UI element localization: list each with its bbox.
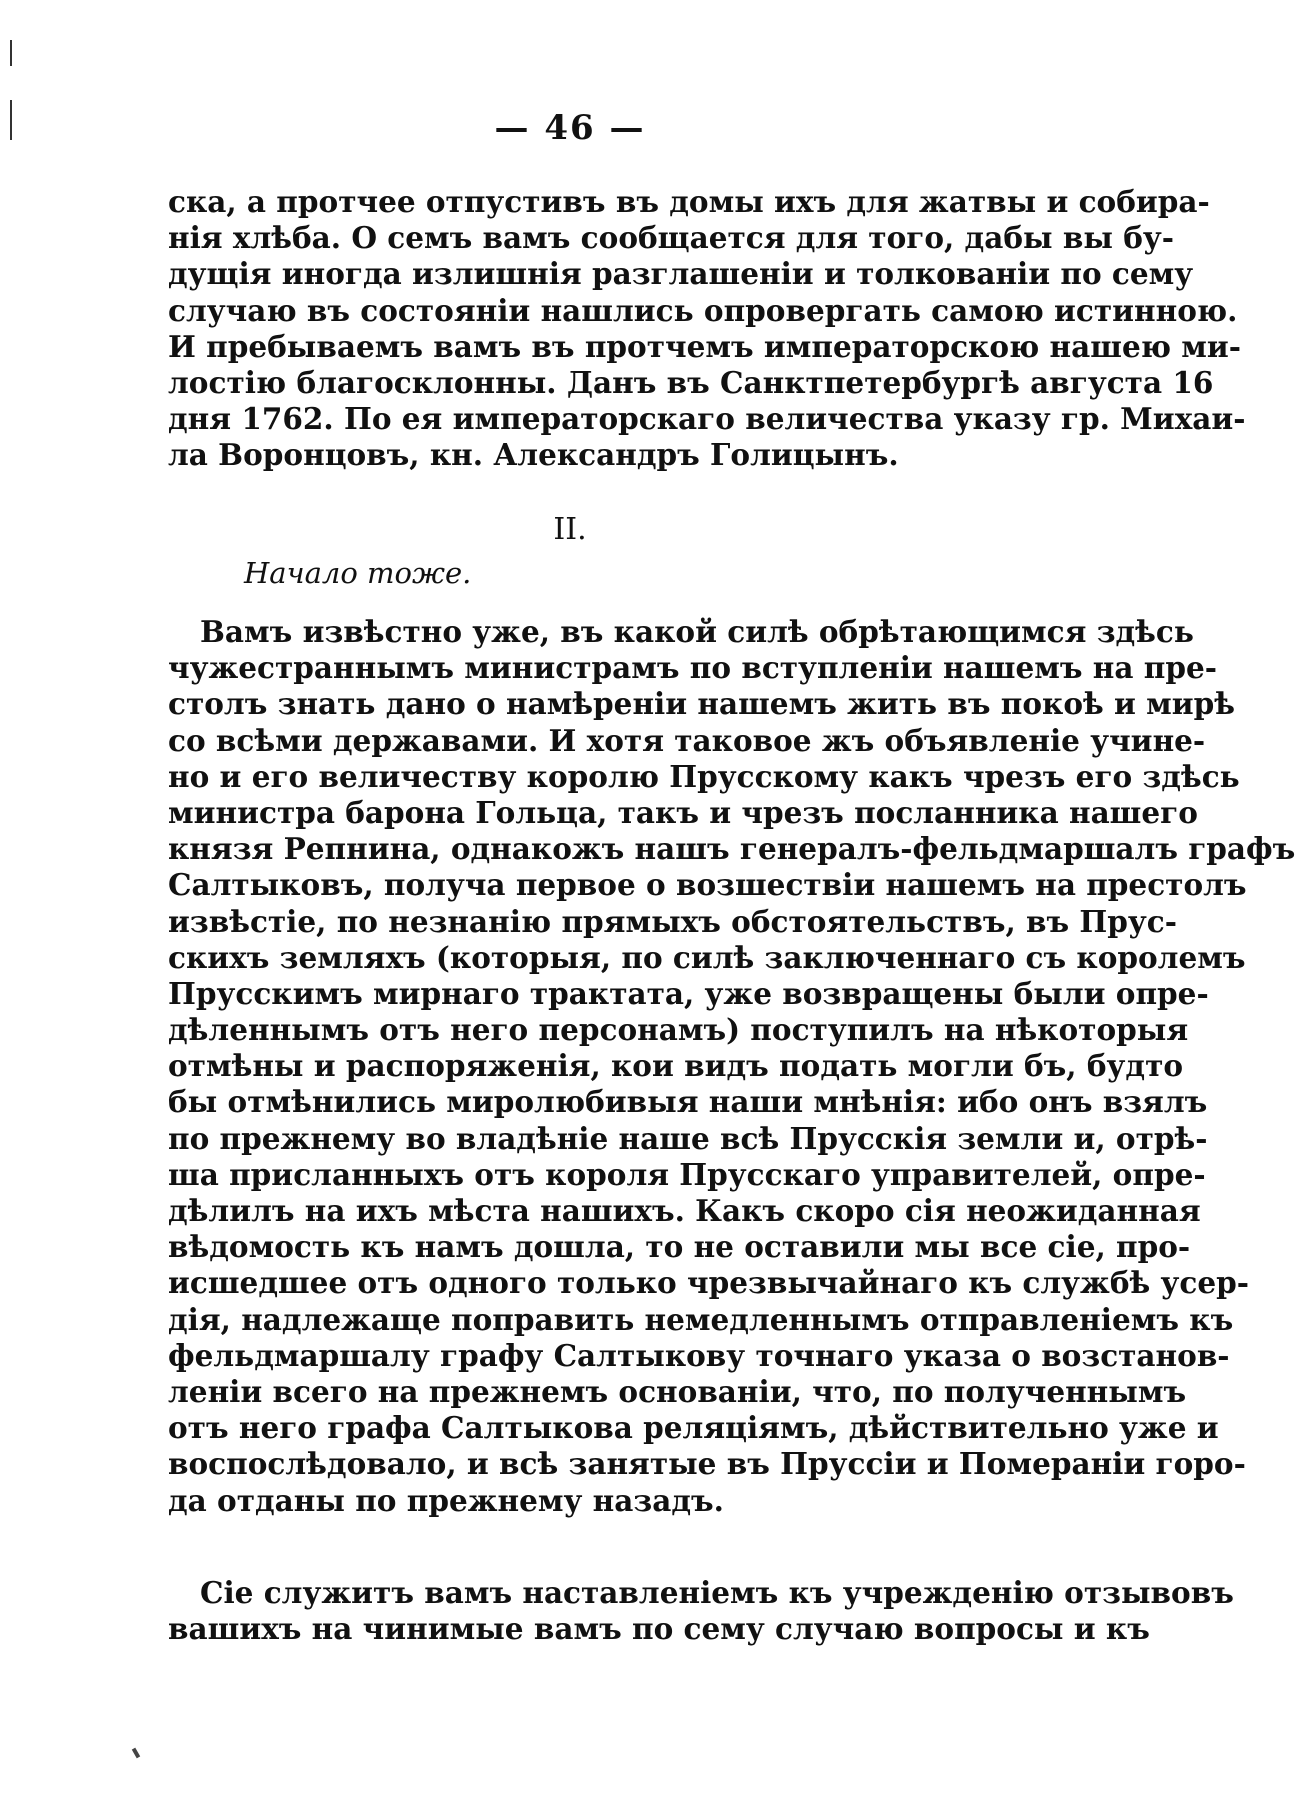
text-line: бы отмѣнились миролюбивыя наши мнѣнія: ибо онъ взялъ: [168, 1084, 1208, 1120]
text-line: случаю въ состояніи нашлись опровергать самою истинною.: [168, 292, 1238, 328]
text-line: ла Воронцовъ, кн. Александръ Голицынъ.: [168, 437, 899, 473]
ink-speck: [132, 1748, 140, 1759]
text-line: ша присланныхъ отъ короля Прусскаго управителей, опре-: [168, 1156, 1206, 1192]
text-line: отмѣны и распоряженія, кои видъ подать могли бъ, будто: [168, 1048, 1184, 1084]
text-line: отъ него графа Салтыкова реляціямъ, дѣйствительно уже и: [168, 1410, 1219, 1446]
text-line: Вамъ извѣстно уже, въ какой силѣ обрѣтающимся здѣсь: [200, 614, 1194, 649]
text-line: вашихъ на чинимые вамъ по сему случаю вопросы и къ: [168, 1611, 1150, 1647]
paragraph-continuation: [168, 184, 1246, 474]
text-line: вѣдомость къ намъ дошла, то не оставили мы все сіе, про-: [168, 1229, 1191, 1265]
text-line: министра барона Гольца, такъ и чрезъ посланника нашего: [168, 794, 1198, 830]
text-line: ска, а протчее отпустивъ въ домы ихъ для жатвы и собира-: [168, 184, 1210, 219]
text-line: воспослѣдовало, и всѣ занятые въ Пруссіи и Помераніи горо-: [168, 1446, 1246, 1482]
paragraph-final: [168, 1575, 1234, 1647]
text-line: по прежнему во владѣніе наше всѣ Прусскія земли и, отрѣ-: [168, 1120, 1208, 1156]
text-line: лостію благосклонны. Данъ въ Санктпетербургѣ августа 16: [168, 364, 1214, 400]
text-line: Салтыковъ, получа первое о возшествіи нашемъ на престолъ: [168, 867, 1247, 903]
text-line: чужестраннымъ министрамъ по вступленіи нашемъ на пре-: [168, 650, 1217, 686]
text-line: фельдмаршалу графу Салтыкову точнаго указа о возстанов-: [168, 1337, 1230, 1373]
page-number: — 46 —: [494, 108, 646, 148]
text-line: дня 1762. По ея императорскаго величества указу гр. Михаи-: [168, 401, 1246, 437]
text-line: Сіе служитъ вамъ наставленіемъ къ учрежденію отзывовъ: [200, 1575, 1234, 1610]
text-line: дія, надлежаще поправить немедленнымъ отправленіемъ къ: [168, 1301, 1234, 1337]
text-line: леніи всего на прежнемъ основаніи, что, по полученнымъ: [168, 1373, 1187, 1409]
text-line: исшедшее отъ одного только чрезвычайнаго къ службѣ усер-: [168, 1265, 1250, 1301]
text-line: князя Репнина, однакожъ нашъ генералъ-фельдмаршалъ графъ: [168, 831, 1295, 867]
text-line: скихъ земляхъ (которыя, по силѣ заключеннаго съ королемъ: [168, 939, 1246, 975]
binding-edge-mark: [10, 40, 12, 66]
text-line: дущія иногда излишнія разглашеніи и толкованіи по сему: [168, 256, 1194, 292]
section-heading: II.: [553, 512, 587, 547]
paragraph-main: [168, 614, 1295, 1519]
text-line: извѣстіе, по незнанію прямыхъ обстоятельствъ, въ Прус-: [168, 903, 1177, 939]
text-line: столъ знать дано о намѣреніи нашемъ жить въ покоѣ и мирѣ: [168, 686, 1236, 722]
text-line: Прусскимъ мирнаго трактата, уже возвращены были опре-: [168, 975, 1209, 1011]
text-line: дѣленнымъ отъ него персонамъ) поступилъ на нѣкоторыя: [168, 1012, 1189, 1048]
text-line: нія хлѣба. О семъ вамъ сообщается для того, дабы вы бу-: [168, 220, 1174, 256]
text-line: И пребываемъ вамъ въ протчемъ императорскою нашею ми-: [168, 328, 1241, 364]
text-line: да отданы по прежнему назадъ.: [168, 1482, 724, 1518]
text-line: дѣлилъ на ихъ мѣста нашихъ. Какъ скоро сія неожиданная: [168, 1193, 1201, 1228]
text-line: со всѣми державами. И хотя таковое жъ объявленіе учине-: [168, 722, 1206, 758]
text-line: но и его величеству королю Прусскому какъ чрезъ его здѣсь: [168, 758, 1240, 794]
section-subtitle: Начало тоже.: [244, 556, 472, 590]
